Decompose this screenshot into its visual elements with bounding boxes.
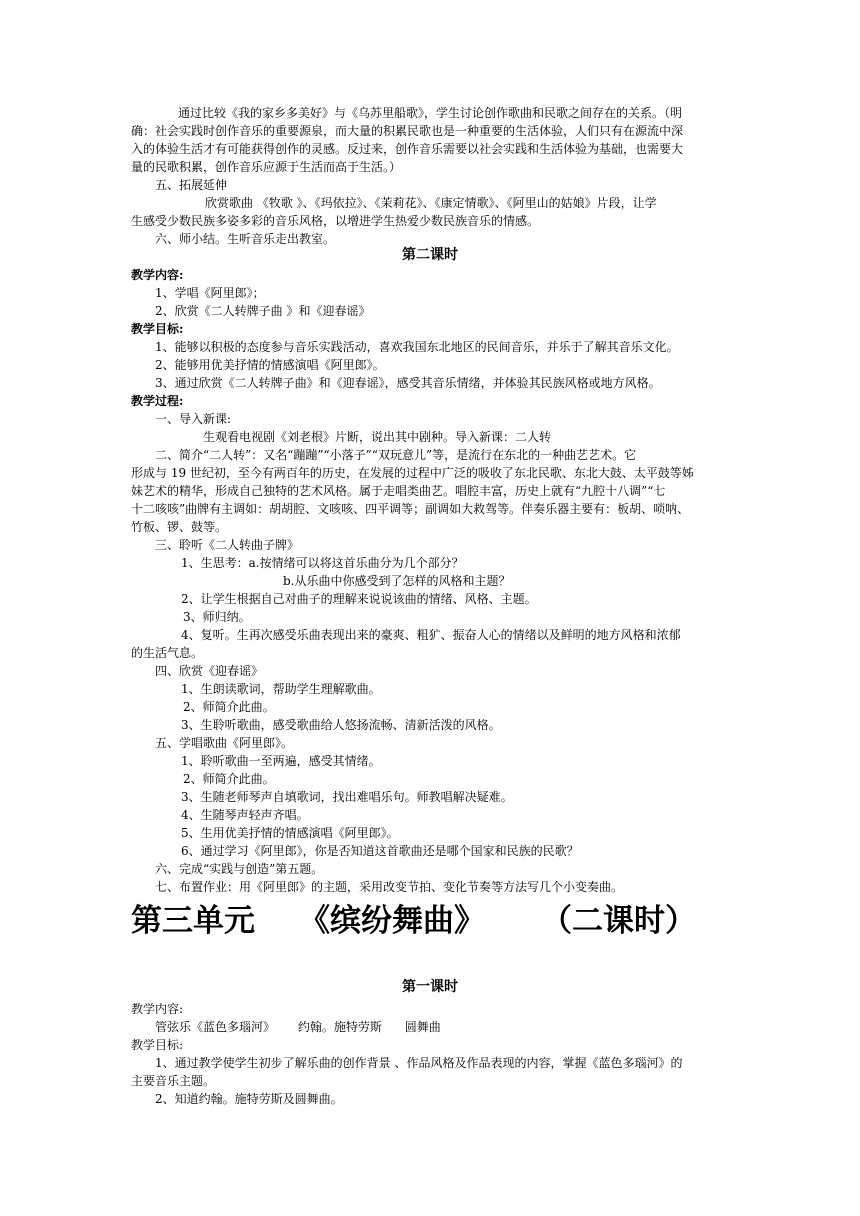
lesson-title: 第一课时 (402, 979, 458, 995)
goals-label: 教学目标: (131, 322, 184, 336)
unit-title-name: 《缤纷舞曲》 (299, 903, 485, 939)
paragraph-line: 二、简介“二人转”：又名“蹦蹦”“小落子”“双玩意儿”等，是流行在东北的一种曲艺艺术。它 (155, 448, 637, 462)
list-item: 2、能够用优美抒情的情感演唱《阿里郎》。 (155, 358, 385, 372)
list-item: 1、通过教学使学生初步了解乐曲的创作背景 、作品风格及作品表现的内容，掌握《蓝色多瑙河》的 (155, 1056, 683, 1070)
list-item: b.从乐曲中你感受到了怎样的风格和主题？ (283, 574, 511, 588)
content-label: 教学内容: (131, 268, 184, 282)
list-item: 4、生随琴声轻声齐唱。 (181, 808, 309, 822)
section-heading: 七、布置作业：用《阿里郎》的主题，采用改变节拍、变化节奏等方法写几个小变奏曲。 (155, 880, 624, 894)
list-item: 2、欣赏《二人转牌子曲 》和《迎春谣》 (155, 304, 371, 318)
list-item: 1、聆听歌曲一至两遍，感受其情绪。 (181, 754, 381, 768)
paragraph-line: 确：社会实践时创作音乐的重要源泉，而大量的积累民歌也是一种重要的生活体验，人们只有在源流中深 (131, 124, 684, 138)
list-item: 2、师简介此曲。 (183, 772, 275, 786)
list-item: 的生活气息。 (131, 646, 204, 660)
list-item: 3、生聆听歌曲，感受歌曲给人悠扬流畅、清新活泼的风格。 (181, 718, 501, 732)
list-item: 3、生随老师琴声自填歌词，找出难唱乐句。师教唱解决疑难。 (181, 790, 513, 804)
list-item: 1、生朗读歌词，帮助学生理解歌曲。 (181, 682, 381, 696)
paragraph-line: 入的体验生活才有可能获得创作的灵感。反过来，创作音乐需要以社会实践和生活体验为基础，也需要大 (131, 142, 684, 156)
section-heading: 六、师小结。生听音乐走出教室。 (155, 232, 336, 246)
section-heading: 一、导入新课: (155, 412, 232, 426)
paragraph-line: 生观看电视剧《刘老根》片断，说出其中剧种。导入新课：二人转 (203, 430, 552, 444)
list-item: 1、能够以积极的态度参与音乐实践活动，喜欢我国东北地区的民间音乐，并乐于了解其音乐文化。 (155, 340, 679, 354)
paragraph-line: 形成与 19 世纪初，至今有两百年的历史，在发展的过程中广泛的吸收了东北民歌、东北大鼓、太平鼓等姊 (131, 466, 694, 480)
unit-title-number: 第三单元 (131, 903, 255, 939)
list-item: 6、通过学习《阿里郎》，你是否知道这首歌曲还是哪个国家和民族的民歌？ (181, 844, 579, 858)
section-heading: 四、欣赏《迎春谣》 (155, 664, 264, 678)
paragraph-line: 量的民歌积累，创作音乐应源于生活而高于生活。） (131, 160, 402, 174)
list-item: 1、学唱《阿里郎》； (155, 286, 265, 300)
section-heading: 三、聆听《二人转曲子牌》 (155, 538, 300, 552)
paragraph-line: 生感受少数民族多姿多彩的音乐风格，以增进学生热爱少数民族音乐的情感。 (131, 214, 540, 228)
list-item: 3、师归纳。 (183, 610, 251, 624)
section-heading: 五、拓展延伸 (155, 178, 228, 192)
list-item: 5、生用优美抒情的情感演唱《阿里郎》。 (181, 826, 399, 840)
list-item: 2、让学生根据自己对曲子的理解来说说该曲的情绪、风格、主题。 (181, 592, 537, 606)
lesson-title: 第二课时 (402, 247, 458, 263)
list-item: 主要音乐主题。 (131, 1074, 216, 1088)
unit-title-hours: （二课时） (541, 903, 696, 939)
section-heading: 六、完成“实践与创造”第五题。 (155, 862, 324, 876)
list-item: 1、生思考：a.按情绪可以将这首乐曲分为几个部分？ (181, 556, 464, 570)
paragraph-line: 竹板、锣、鼓等。 (131, 520, 228, 534)
list-item: 3、通过欣赏《二人转牌子曲》和《迎春谣》，感受其音乐情绪，并体验其民族风格或地方风格。 (155, 376, 661, 390)
content-line: 管弦乐《蓝色多瑙河》 约翰。施特劳斯 圆舞曲 (155, 1020, 441, 1034)
list-item: 2、师简介此曲。 (183, 700, 275, 714)
unit-title (131, 899, 696, 943)
paragraph-line: 妹艺术的精华，形成自己独特的艺术风格。属于走唱类曲艺。唱腔丰富，历史上就有“九腔十八调”“七 (131, 484, 666, 498)
section-heading: 五、学唱歌曲《阿里郎》。 (155, 736, 294, 750)
paragraph-line: 十二咳咳”曲牌有主调如：胡胡腔、文咳咳、四平调等；副调如大救驾等。伴奏乐器主要有：板胡、唢呐、 (131, 502, 690, 516)
list-item: 2、知道约翰。施特劳斯及圆舞曲。 (155, 1092, 343, 1106)
paragraph-line: 欣赏歌曲 《牧歌 》、《玛依拉》、《茉莉花》、《康定情歌》、《阿里山的姑娘》片段，让学 (205, 196, 657, 210)
process-label: 教学过程: (131, 394, 184, 408)
content-label: 教学内容: (131, 1002, 184, 1016)
paragraph-line: 通过比较《我的家乡多美好》与《乌苏里船歌》，学生讨论创作歌曲和民歌之间存在的关系。（明 (178, 106, 683, 120)
goals-label: 教学目标: (131, 1038, 184, 1052)
list-item: 4、复听。生再次感受乐曲表现出来的豪爽、粗犷、振奋人心的情绪以及鲜明的地方风格和浓郁 (181, 628, 681, 642)
